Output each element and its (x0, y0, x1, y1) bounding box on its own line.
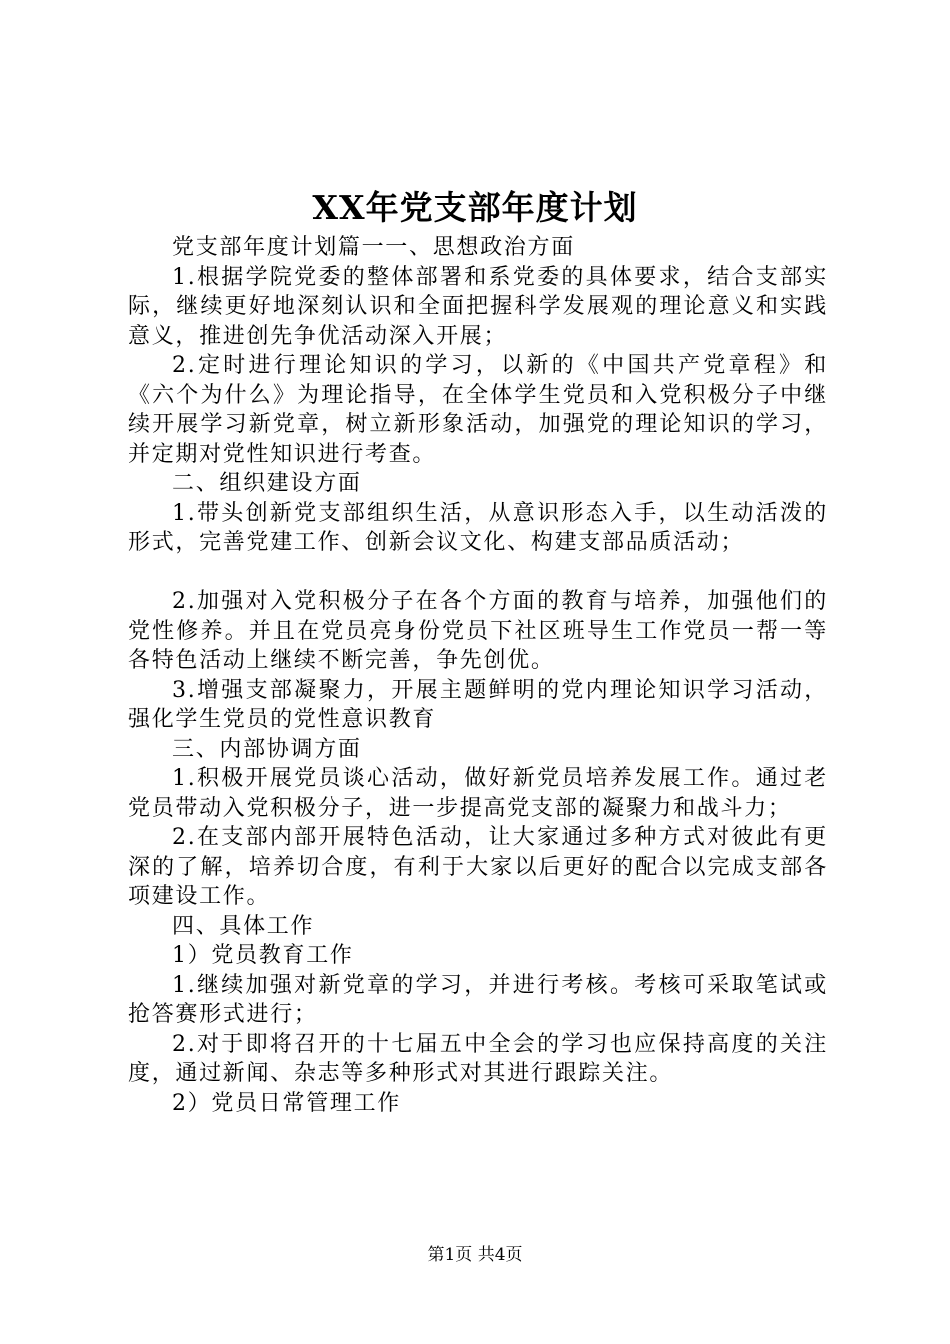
document-body (128, 233, 828, 1118)
subsection-heading: 1）党员教育工作 (172, 943, 354, 968)
paragraph: 1.继续加强对新党章的学习，并进行考核。考核可采取笔试或抢答赛形式进行； (128, 972, 828, 1027)
paragraph: 1.带头创新党支部组织生活，从意识形态入手，以生动活泼的形式，完善党建工作、创新会议文化、构建支部品质活动； (128, 500, 828, 555)
section-heading: 二、组织建设方面 (172, 471, 362, 496)
section-heading: 四、具体工作 (172, 913, 315, 939)
section-heading: 三、内部协调方面 (172, 736, 362, 762)
paragraph: 2.定时进行理论知识的学习，以新的《中国共产党章程》和《六个为什么》为理论指导，在全体学生党员和入党积极分子中继续开展学习新党章，树立新形象活动，加强党的理论知识的学习，并定期对党性知识进行考查。 (128, 353, 828, 467)
paragraph: 1.积极开展党员谈心活动，做好新党员培养发展工作。通过老党员带动入党积极分子，进一步提高党支部的凝聚力和战斗力； (128, 766, 828, 821)
paragraph: 2.对于即将召开的十七届五中全会的学习也应保持高度的关注度，通过新闻、杂志等多种形式对其进行跟踪关注。 (128, 1031, 828, 1086)
paragraph: 3.增强支部凝聚力，开展主题鲜明的党内理论知识学习活动，强化学生党员的党性意识教育 (128, 677, 828, 732)
paragraph: 1.根据学院党委的整体部署和系党委的具体要求，结合支部实际，继续更好地深刻认识和全面把握科学发展观的理论意义和实践意义，推进创先争优活动深入开展； (128, 264, 828, 349)
paragraph: 2.加强对入党积极分子在各个方面的教育与培养，加强他们的党性修养。并且在党员亮身份党员下社区班导生工作党员一帮一等各特色活动上继续不断完善，争先创优。 (128, 589, 828, 673)
paragraph: 2.在支部内部开展特色活动，让大家通过多种方式对彼此有更深的了解，培养切合度，有利于大家以后更好的配合以完成支部各项建设工作。 (128, 825, 828, 909)
document-title: XX年党支部年度计划 (312, 188, 638, 227)
paragraph: 党支部年度计划篇一一、思想政治方面 (172, 235, 575, 260)
subsection-heading: 2）党员日常管理工作 (172, 1090, 401, 1116)
page-footer: 第1页 共4页 (427, 1245, 523, 1265)
